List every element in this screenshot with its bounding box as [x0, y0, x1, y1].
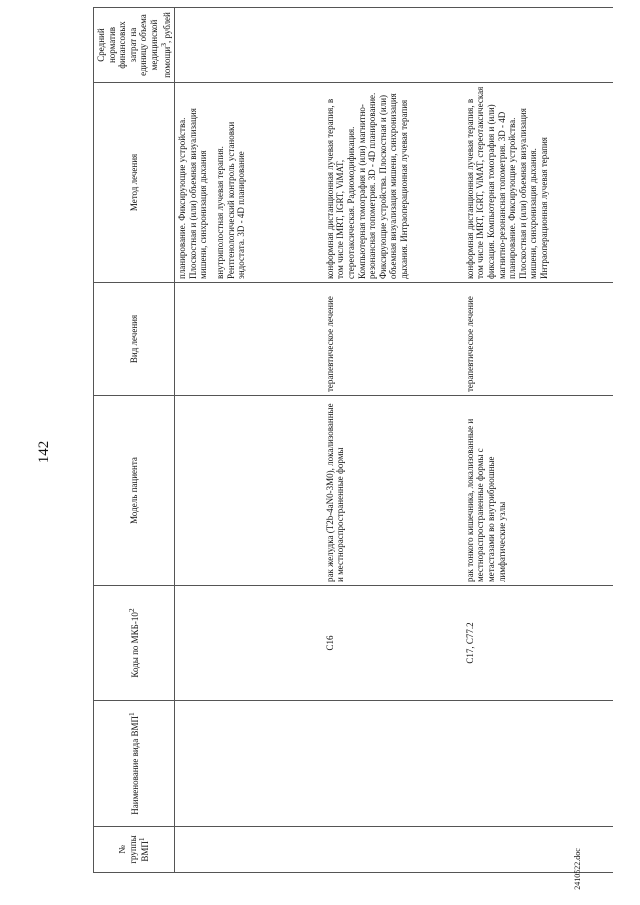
cell-vmp-name — [463, 701, 613, 827]
cell-type: терапевтическое лечение — [463, 283, 613, 396]
header-avg-cost: Средний норматив финансовых затрат на единицу объема медицинской помощи$^3$, рублей — [94, 8, 175, 83]
header-patient-model: Модель пациента — [94, 396, 175, 586]
cell-type — [175, 283, 323, 396]
cell-cost — [323, 8, 463, 83]
cell-group — [463, 827, 613, 873]
cell-model: рак желудка (T2b-4aN0-3M0), локализованные и местнораспространенные формы — [323, 396, 463, 586]
cell-vmp-name — [175, 701, 323, 827]
cell-model — [175, 396, 323, 586]
cell-model: рак тонкого кишечника, локализованные и местнораспространенные формы с метастазами во внутрибрюшные лимфатические узлы — [463, 396, 613, 586]
cell-method — [323, 83, 463, 283]
cell-method — [463, 83, 613, 283]
document-table-container — [93, 8, 623, 873]
cell-icd: C17, C77.2 — [463, 586, 613, 701]
header-treatment-type: Вид лечения — [94, 283, 175, 396]
table-row — [175, 8, 323, 873]
cell-icd: C16 — [323, 586, 463, 701]
method-paragraph: внутриполостная лучевая терапия. Рентгенологический контроль установки эндостата. 3D - 4D планирование — [215, 121, 247, 279]
header-vmp-name: Наименование вида ВМП$^1$ — [94, 701, 175, 827]
cell-vmp-name — [323, 701, 463, 827]
method-paragraph: конформная дистанционная лучевая терапия, в том числе IMRT, IGRT, ViMAT, стереотаксическая фиксация. Компьютерная томография и (или) магнитно-резонансная топометрия. 3D - 4D планирование. Фиксирующие устройства. Плоскостная и (или) объемная визуализация мишени, синхронизация дыхания. Интраоперационная лучевая терапия — [464, 86, 550, 279]
cell-icd — [175, 586, 323, 701]
cell-group — [323, 827, 463, 873]
vmp-table — [93, 7, 613, 873]
header-treatment-method: Метод лечения — [94, 83, 175, 283]
cell-cost — [175, 8, 323, 83]
page-number: 142 — [36, 440, 52, 464]
cell-method — [175, 83, 323, 283]
table-header-row — [94, 8, 175, 873]
document-filename: 2410522.doc — [573, 848, 582, 890]
method-paragraph: конформная дистанционная лучевая терапия, в том числе IMRT, IGRT, ViMAT, стереотаксическая. Радиомодификация. Компьютерная томография и (или) магнитно-резонансная топометрия. 3D - 4D планирование. Фиксирующие устройства. Плоскостная и (или) объемная визуализация мишени, синхронизация дыхания. Интраоперационная лучевая терапия — [324, 92, 410, 279]
table-row — [463, 8, 613, 873]
table-row — [323, 8, 463, 873]
header-icd-codes: Коды по МКБ-$10^2$ — [94, 586, 175, 701]
method-paragraph: планирование. Фиксирующие устройства. Плоскостная и (или) объемная визуализация мишени, синхронизация дыхания — [177, 108, 209, 279]
header-group-no: № группы ВМП$^1$ — [94, 827, 175, 873]
cell-type: терапевтическое лечение — [323, 283, 463, 396]
cell-cost — [463, 8, 613, 83]
cell-group — [175, 827, 323, 873]
